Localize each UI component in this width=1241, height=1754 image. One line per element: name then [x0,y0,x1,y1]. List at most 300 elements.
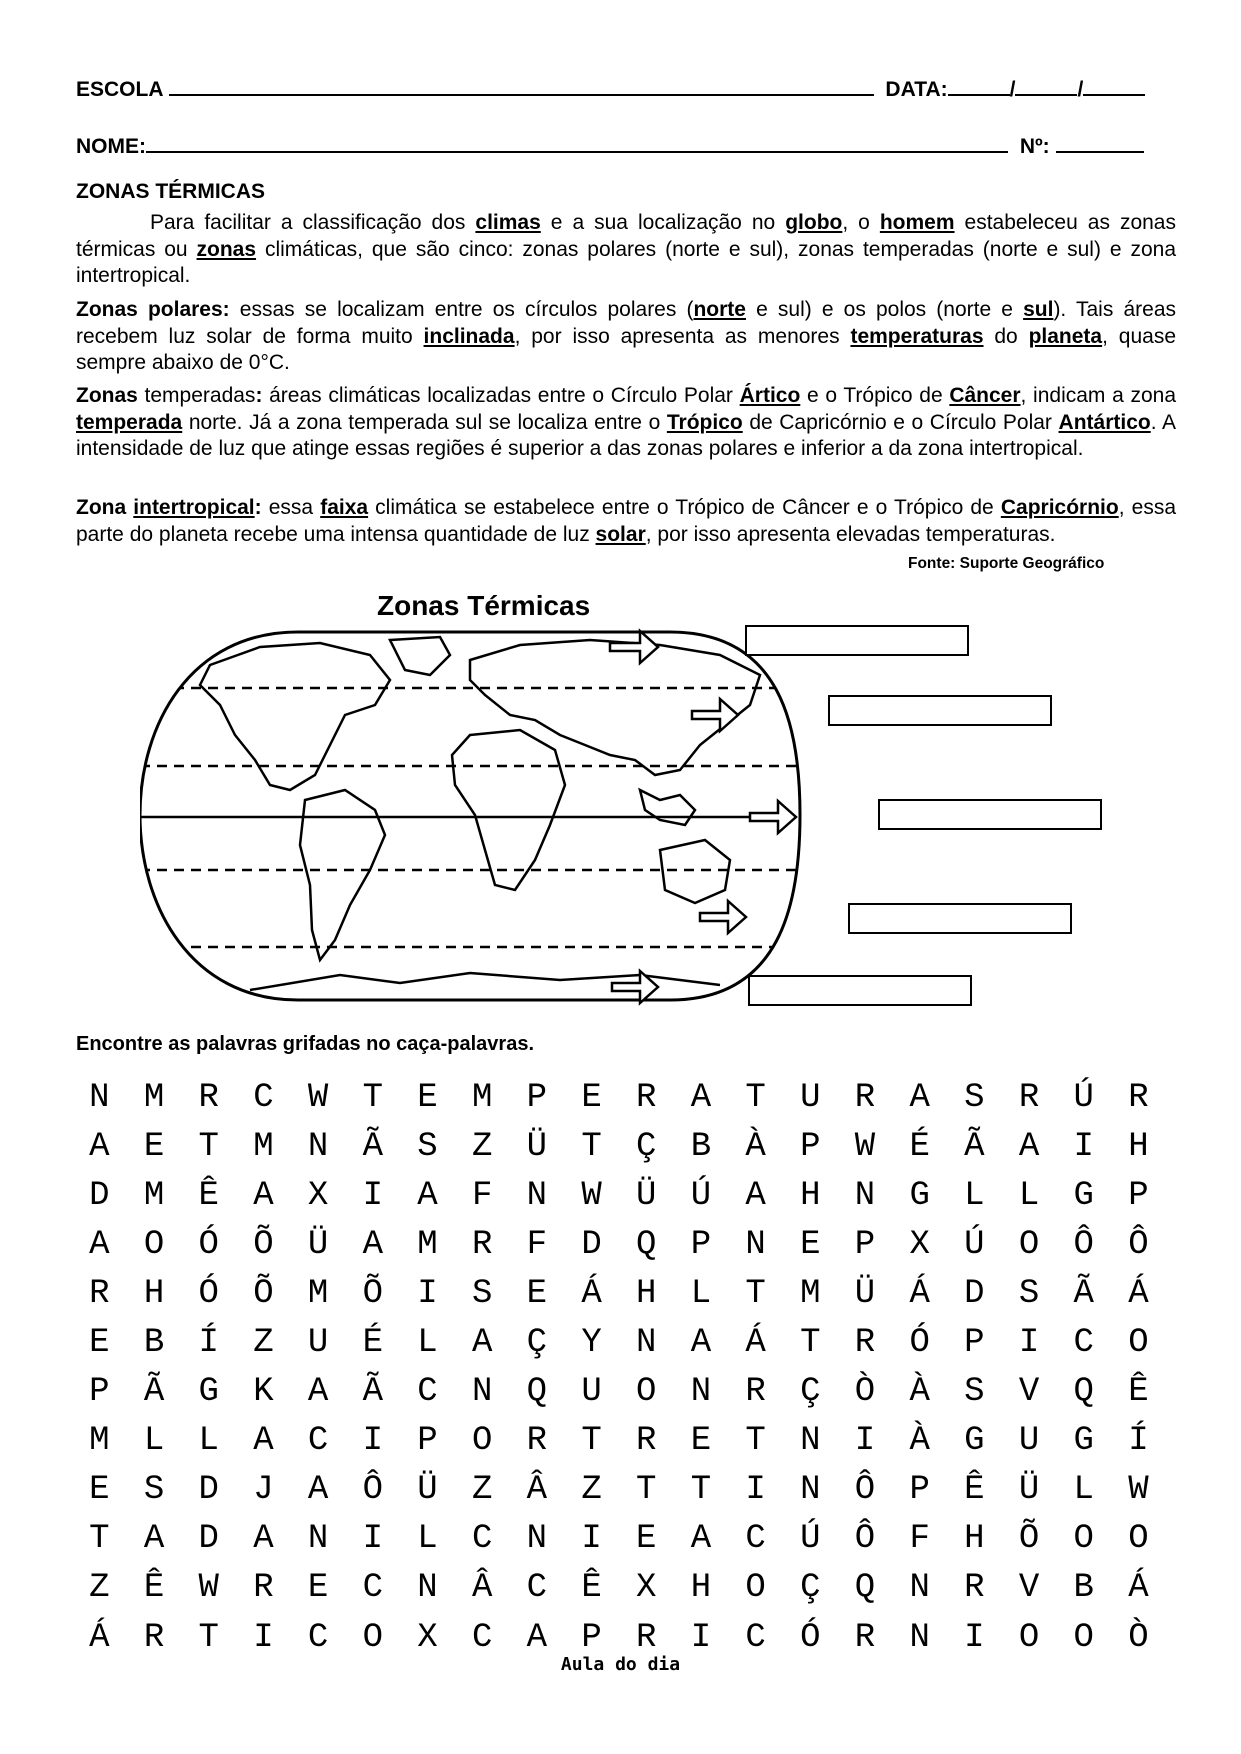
underlined-word: Câncer [949,384,1021,407]
word-search-letter[interactable]: M [143,1078,165,1117]
word-search-letter[interactable]: U [307,1324,329,1363]
word-search-letter[interactable]: E [526,1274,548,1313]
word-search-letter[interactable]: S [1018,1274,1040,1313]
word-search-letter[interactable]: E [417,1078,438,1117]
word-search-letter[interactable]: N [909,1618,930,1657]
word-search-letter[interactable]: Ú [964,1225,985,1264]
word-search-letter[interactable]: N [909,1569,930,1608]
word-search-letter[interactable]: F [909,1520,930,1559]
word-search-letter[interactable]: M [417,1225,438,1264]
word-search-row [72,1122,1172,1171]
word-search-letter[interactable]: T [89,1520,110,1559]
word-search-letter[interactable]: D [581,1225,602,1264]
word-search-letter[interactable]: Á [909,1274,930,1313]
date-year-field[interactable] [1083,78,1145,96]
word-search-letter[interactable]: T [745,1422,766,1461]
word-search-letter[interactable]: I [362,1176,383,1215]
word-search-letter[interactable]: U [1018,1422,1040,1461]
word-search-letter[interactable]: R [1128,1078,1149,1117]
word-search-letter[interactable]: W [854,1127,876,1166]
word-search-letter[interactable]: I [362,1422,383,1461]
word-search-letter[interactable]: P [800,1127,821,1166]
word-search-letter[interactable]: A [417,1176,438,1215]
word-search-letter[interactable]: X [417,1618,438,1657]
word-search-letter[interactable]: E [690,1422,712,1461]
underlined-word: Capricórnio [1000,496,1119,519]
word-search-letter[interactable]: Ü [1018,1471,1040,1510]
word-search-letter[interactable]: R [636,1078,657,1117]
word-search-letter[interactable]: H [636,1274,657,1313]
word-search-letter[interactable]: Õ [253,1274,274,1313]
word-search-letter[interactable]: I [581,1520,602,1559]
underlined-word: inclinada [423,324,515,348]
word-search-letter[interactable]: N [854,1176,876,1215]
word-search-letter[interactable]: Â [471,1569,493,1608]
word-search-letter[interactable]: H [1128,1127,1149,1166]
word-search-letter[interactable]: V [1018,1569,1040,1608]
date-month-field[interactable] [1015,78,1077,96]
word-search-letter[interactable]: P [417,1422,438,1461]
word-search-letter[interactable]: Ú [690,1176,712,1215]
word-search-letter[interactable]: A [745,1176,766,1215]
answer-box-north-temperate-zone[interactable] [828,695,1052,726]
word-search-letter[interactable]: Ç [526,1324,548,1363]
underlined-word: Ártico [739,384,801,407]
word-search-letter[interactable]: Ê [581,1569,602,1608]
temperate-text: e o Trópico de [800,384,950,407]
word-search-letter[interactable]: I [362,1520,383,1559]
answer-box-arctic-zone[interactable] [745,625,969,656]
polar-text: essas se localizam entre os círculos polares ( [229,298,694,321]
word-search-letter[interactable]: R [198,1078,219,1117]
word-search-letter[interactable]: G [964,1422,985,1461]
word-search-letter[interactable]: K [253,1373,274,1412]
word-search-letter[interactable]: Ê [1128,1373,1149,1412]
word-search-letter[interactable]: Ü [854,1274,876,1313]
word-search-letter[interactable]: I [964,1618,985,1657]
word-search-letter[interactable]: Á [89,1618,110,1657]
underlined-word: zonas [196,237,257,261]
word-search-letter[interactable]: Ú [1073,1078,1094,1117]
word-search-letter[interactable]: R [253,1569,274,1608]
word-search-letter[interactable]: É [909,1127,930,1166]
word-search-letter[interactable]: B [1073,1569,1094,1608]
word-search-letter[interactable]: L [1018,1176,1040,1215]
word-search-letter[interactable]: I [690,1618,712,1657]
word-search-letter[interactable]: G [1073,1422,1094,1461]
word-search-row [72,1171,1172,1220]
word-search-letter[interactable]: T [362,1078,383,1117]
word-search-row [72,1466,1172,1515]
word-search-letter[interactable]: I [417,1274,438,1313]
word-search-letter[interactable]: O [1073,1520,1094,1559]
word-search-letter[interactable]: C [745,1520,766,1559]
tropical-text: , essa parte do planeta recebe uma intensa quantidade de luz [76,496,1176,546]
word-search-letter[interactable]: P [854,1225,876,1264]
temperate-paragraph [76,383,1176,463]
word-search-letter[interactable]: Ç [800,1373,821,1412]
word-search-letter[interactable]: A [253,1176,274,1215]
school-field[interactable] [169,78,874,96]
word-search-letter[interactable]: I [854,1422,876,1461]
word-search-letter[interactable]: Á [581,1274,602,1313]
word-search-letter[interactable]: Ç [800,1569,821,1608]
word-search-letter[interactable]: L [198,1422,219,1461]
word-search-letter[interactable]: Ò [854,1373,876,1412]
word-search-letter[interactable]: A [909,1078,930,1117]
word-search-letter[interactable]: D [89,1176,110,1215]
word-search-letter[interactable]: Ê [198,1176,219,1215]
word-search-letter[interactable]: L [1073,1471,1094,1510]
word-search-letter[interactable]: R [89,1274,110,1313]
word-search-letter[interactable]: Ê [964,1471,985,1510]
word-search-letter[interactable]: G [198,1373,219,1412]
intro-text: , o [842,211,880,234]
school-label: ESCOLA [76,78,163,101]
word-search-letter[interactable]: M [143,1176,165,1215]
word-search-letter[interactable]: N [471,1373,493,1412]
word-search-letter[interactable]: X [636,1569,657,1608]
word-search-letter[interactable]: N [636,1324,657,1363]
word-search-letter[interactable]: A [89,1127,110,1166]
word-search-letter[interactable]: A [690,1078,712,1117]
word-search-letter[interactable]: R [636,1422,657,1461]
word-search-letter[interactable]: T [198,1127,219,1166]
polar-text: do [983,324,1029,348]
word-search-letter[interactable]: A [143,1520,165,1559]
word-search-letter[interactable]: T [690,1471,712,1510]
word-search-letter[interactable]: E [636,1520,657,1559]
word-search-letter[interactable]: S [471,1274,493,1313]
word-search-letter[interactable]: O [745,1569,766,1608]
word-search-letter[interactable]: Q [854,1569,876,1608]
date-day-field[interactable] [948,78,1010,96]
word-search-letter[interactable]: Ü [307,1225,329,1264]
polar-paragraph [76,297,1176,377]
word-search-letter[interactable]: L [964,1176,985,1215]
word-search-letter[interactable]: Ã [362,1373,383,1412]
word-search-letter[interactable]: D [198,1520,219,1559]
paragraph-label: Zonas polares: [76,298,230,321]
word-search-letter[interactable]: C [471,1520,493,1559]
word-search-letter[interactable]: M [471,1078,493,1117]
word-search-letter[interactable]: É [362,1324,383,1363]
word-search-letter[interactable]: C [253,1078,274,1117]
word-search-letter[interactable]: R [854,1078,876,1117]
date-label: DATA: [885,78,948,101]
word-search-letter[interactable]: B [143,1324,165,1363]
word-search-letter[interactable]: Ú [800,1520,821,1559]
polar-text: e sul) e os polos (norte e [745,298,1024,321]
word-search-letter[interactable]: B [690,1127,712,1166]
word-search-letter[interactable]: C [471,1618,493,1657]
word-search-letter[interactable]: N [745,1225,766,1264]
word-search-letter[interactable]: Ã [1073,1274,1094,1313]
tropical-text: climática se estabelece entre o Trópico de Câncer e o Trópico de [368,496,1001,519]
word-search-letter[interactable]: E [581,1078,602,1117]
word-search-letter[interactable]: C [307,1618,329,1657]
word-search-letter[interactable]: C [1073,1324,1094,1363]
word-search-letter[interactable]: C [526,1569,548,1608]
answer-box-antarctic-zone[interactable] [748,975,972,1006]
word-search-letter[interactable]: R [636,1618,657,1657]
word-search-letter[interactable]: G [909,1176,930,1215]
word-search-letter[interactable]: P [1128,1176,1149,1215]
word-search-letter[interactable]: Õ [362,1274,383,1313]
word-search-letter[interactable]: F [471,1176,493,1215]
word-search-letter[interactable]: P [964,1324,985,1363]
word-search-letter[interactable]: F [526,1225,548,1264]
word-search-letter[interactable]: Z [89,1569,110,1608]
word-search-letter[interactable]: L [417,1324,438,1363]
word-search-letter[interactable]: R [471,1225,493,1264]
underlined-word: Antártico [1058,410,1151,434]
word-search-letter[interactable]: V [1018,1373,1040,1412]
word-search-letter[interactable]: C [362,1569,383,1608]
word-search-letter[interactable]: E [89,1324,110,1363]
word-search-letter[interactable]: Ó [800,1618,821,1657]
word-search-letter[interactable]: A [526,1618,548,1657]
word-search-letter[interactable]: Ã [143,1373,165,1412]
word-search-letter[interactable]: W [581,1176,602,1215]
word-search-letter[interactable]: N [417,1569,438,1608]
word-search-letter[interactable]: R [1018,1078,1040,1117]
word-search-letter[interactable]: Ô [854,1471,876,1510]
word-search-letter[interactable]: P [89,1373,110,1412]
word-search-letter[interactable]: S [964,1078,985,1117]
word-search-letter[interactable]: R [745,1373,766,1412]
word-search-letter[interactable]: D [198,1471,219,1510]
word-search-letter[interactable]: O [1018,1618,1040,1657]
word-search-letter[interactable]: N [307,1520,329,1559]
word-search-letter[interactable]: H [800,1176,821,1215]
word-search-letter[interactable]: Z [471,1471,493,1510]
word-search-letter[interactable]: P [581,1618,602,1657]
word-search-letter[interactable]: Ô [1128,1225,1149,1264]
word-search-letter[interactable]: C [307,1422,329,1461]
word-search-letter[interactable]: I [1073,1127,1094,1166]
underlined-word: intertropical [133,496,255,519]
page-title: ZONAS TÉRMICAS [76,180,265,203]
word-search-letter[interactable]: R [143,1618,165,1657]
word-search-letter[interactable]: C [745,1618,766,1657]
word-search-letter[interactable]: X [307,1176,329,1215]
word-search-letter[interactable]: O [143,1225,165,1264]
word-search-letter[interactable]: Õ [1018,1520,1040,1559]
word-search-letter[interactable]: Q [1073,1373,1094,1412]
word-search-letter[interactable]: A [253,1422,274,1461]
word-search-letter[interactable]: A [253,1520,274,1559]
word-search-letter[interactable]: Q [636,1225,657,1264]
word-search-letter[interactable]: P [909,1471,930,1510]
word-search-letter[interactable]: R [854,1324,876,1363]
word-search-letter[interactable]: Y [581,1324,602,1363]
word-search-letter[interactable]: P [526,1078,548,1117]
word-search-row [72,1417,1172,1466]
word-search-row [72,1318,1172,1367]
word-search-instruction: Encontre as palavras grifadas no caça-palavras. [76,1033,534,1055]
underlined-word: planeta [1028,324,1103,348]
word-search-letter[interactable]: Ü [636,1176,657,1215]
word-search-letter[interactable]: Ã [362,1127,383,1166]
temperate-text: temperadas [137,384,256,407]
underlined-word: temperaturas [850,324,984,348]
word-search-letter[interactable]: Ô [1073,1225,1094,1264]
word-search-letter[interactable]: W [198,1569,219,1608]
name-label: NOME: [76,135,146,158]
word-search-letter[interactable]: M [89,1422,110,1461]
word-search-letter[interactable]: N [526,1176,548,1215]
word-search-letter[interactable]: Õ [253,1225,274,1264]
name-line [76,135,1144,159]
word-search-letter[interactable]: U [581,1373,602,1412]
tropical-text: essa [261,496,321,519]
word-search-letter[interactable]: Ô [854,1520,876,1559]
word-search-letter[interactable]: A [471,1324,493,1363]
word-search-letter[interactable]: O [636,1373,657,1412]
word-search-letter[interactable]: N [690,1373,712,1412]
word-search-letter[interactable]: W [307,1078,329,1117]
word-search-letter[interactable]: I [745,1471,766,1510]
word-search-row [72,1564,1172,1613]
word-search-letter[interactable]: N [526,1520,548,1559]
word-search-letter[interactable]: R [854,1618,876,1657]
word-search-letter[interactable]: Á [1128,1274,1149,1313]
word-search-letter[interactable]: L [417,1520,438,1559]
word-search-letter[interactable]: Â [526,1471,548,1510]
word-search-letter[interactable]: A [89,1225,110,1264]
number-field[interactable] [1056,135,1144,153]
word-search-letter[interactable]: O [362,1618,383,1657]
word-search-letter[interactable]: Í [198,1324,219,1363]
word-search-letter[interactable]: M [307,1274,329,1313]
word-search-letter[interactable]: À [909,1422,930,1461]
underlined-word: faixa [320,496,369,519]
word-search-letter[interactable]: O [1128,1520,1149,1559]
word-search-letter[interactable]: U [800,1078,821,1117]
word-search-letter[interactable]: N [307,1127,329,1166]
word-search-letter[interactable]: T [581,1422,602,1461]
word-search-letter[interactable]: T [581,1127,602,1166]
name-field[interactable] [146,135,1008,153]
word-search-letter[interactable]: E [800,1225,821,1264]
word-search-letter[interactable]: M [800,1274,821,1313]
word-search-letter[interactable]: A [307,1373,329,1412]
word-search-letter[interactable]: A [362,1225,383,1264]
word-search-letter[interactable]: O [1128,1324,1149,1363]
word-search-letter[interactable]: O [1073,1618,1094,1657]
intro-paragraph [76,210,1176,290]
word-search-letter[interactable]: T [800,1324,821,1363]
intro-text: climáticas, que são cinco: zonas polares (norte e sul), zonas temperadas (norte e sul) e zona intertropical. [76,237,1176,287]
word-search-letter[interactable]: Ô [362,1471,383,1510]
intro-text: e a sua localização no [540,211,786,234]
word-search-letter[interactable]: X [909,1225,930,1264]
word-search-letter[interactable]: Ò [1128,1618,1149,1657]
word-search-letter[interactable]: Z [581,1471,602,1510]
word-search-letter[interactable]: N [800,1422,821,1461]
word-search-letter[interactable]: H [143,1274,165,1313]
word-search-letter[interactable]: Z [471,1127,493,1166]
word-search-letter[interactable]: Ó [198,1225,219,1264]
temperate-text: de Capricórnio e o Círculo Polar [742,410,1059,434]
word-search-letter[interactable]: Ê [143,1569,165,1608]
answer-box-intertropical-zone[interactable] [878,799,1102,830]
word-search-letter[interactable]: J [253,1471,274,1510]
word-search-letter[interactable]: A [690,1520,712,1559]
word-search-letter[interactable]: O [471,1422,493,1461]
word-search-letter[interactable]: H [964,1520,985,1559]
word-search-letter[interactable]: Ó [198,1274,219,1313]
word-search-letter[interactable]: G [1073,1176,1094,1215]
answer-box-south-temperate-zone[interactable] [848,903,1072,934]
word-search-letter[interactable]: I [1018,1324,1040,1363]
word-search-letter[interactable]: L [143,1422,165,1461]
word-search-letter[interactable]: C [417,1373,438,1412]
word-search-letter[interactable]: Á [1128,1569,1149,1608]
word-search-letter[interactable]: T [745,1274,766,1313]
word-search-letter[interactable]: Ó [909,1324,930,1363]
word-search-letter[interactable]: Ã [964,1127,985,1166]
word-search-letter[interactable]: S [143,1471,165,1510]
word-search-letter[interactable]: À [909,1373,930,1412]
word-search-letter[interactable]: E [89,1471,110,1510]
word-search-letter[interactable]: E [143,1127,165,1166]
word-search-letter[interactable]: Ü [526,1127,548,1166]
word-search-letter[interactable]: A [307,1471,329,1510]
word-search-letter[interactable]: Ü [417,1471,438,1510]
word-search-letter[interactable]: I [253,1618,274,1657]
word-search-row [72,1515,1172,1564]
word-search-letter[interactable]: Q [526,1373,548,1412]
word-search-letter[interactable]: R [964,1569,985,1608]
word-search-letter[interactable]: A [690,1324,712,1363]
word-search-letter[interactable]: A [1018,1127,1040,1166]
word-search-letter[interactable]: D [964,1274,985,1313]
word-search-letter[interactable]: T [198,1618,219,1657]
underlined-word: Trópico [666,410,743,434]
tropical-paragraph [76,495,1176,548]
word-search-letter[interactable]: E [307,1569,329,1608]
word-search-letter[interactable]: L [690,1274,712,1313]
word-search-letter[interactable]: T [745,1078,766,1117]
word-search-letter[interactable]: R [526,1422,548,1461]
word-search-letter[interactable]: Í [1128,1422,1149,1461]
word-search-letter[interactable]: S [417,1127,438,1166]
word-search-letter[interactable]: T [636,1471,657,1510]
paragraph-label: Zonas [76,384,138,407]
underlined-word: globo [785,211,843,234]
polar-text: ). Tais áreas recebem luz solar de forma muito [76,298,1177,348]
word-search-letter[interactable]: H [690,1569,712,1608]
word-search-letter[interactable]: O [1018,1225,1040,1264]
intro-text: Para facilitar a classificação dos [150,211,476,234]
word-search-letter[interactable]: W [1128,1471,1149,1510]
word-search-letter[interactable]: Á [745,1324,766,1363]
word-search-letter[interactable]: À [745,1127,766,1166]
temperate-text: norte. Já a zona temperada sul se localiza entre o [182,410,667,434]
temperate-text: . A intensidade de luz que atinge essas regiões é superior a das zonas polares e inferior a da zona intertropical. [76,410,1176,460]
underlined-word: sul [1023,298,1054,321]
word-search-letter[interactable]: P [690,1225,712,1264]
temperate-text: áreas climáticas localizadas entre o Círculo Polar [262,384,740,407]
word-search-letter[interactable]: S [964,1373,985,1412]
word-search-letter[interactable]: N [89,1078,110,1117]
word-search-letter[interactable]: N [800,1471,821,1510]
word-search-letter[interactable]: Z [253,1324,274,1363]
word-search-letter[interactable]: M [253,1127,274,1166]
word-search-letter[interactable]: Ç [636,1127,657,1166]
